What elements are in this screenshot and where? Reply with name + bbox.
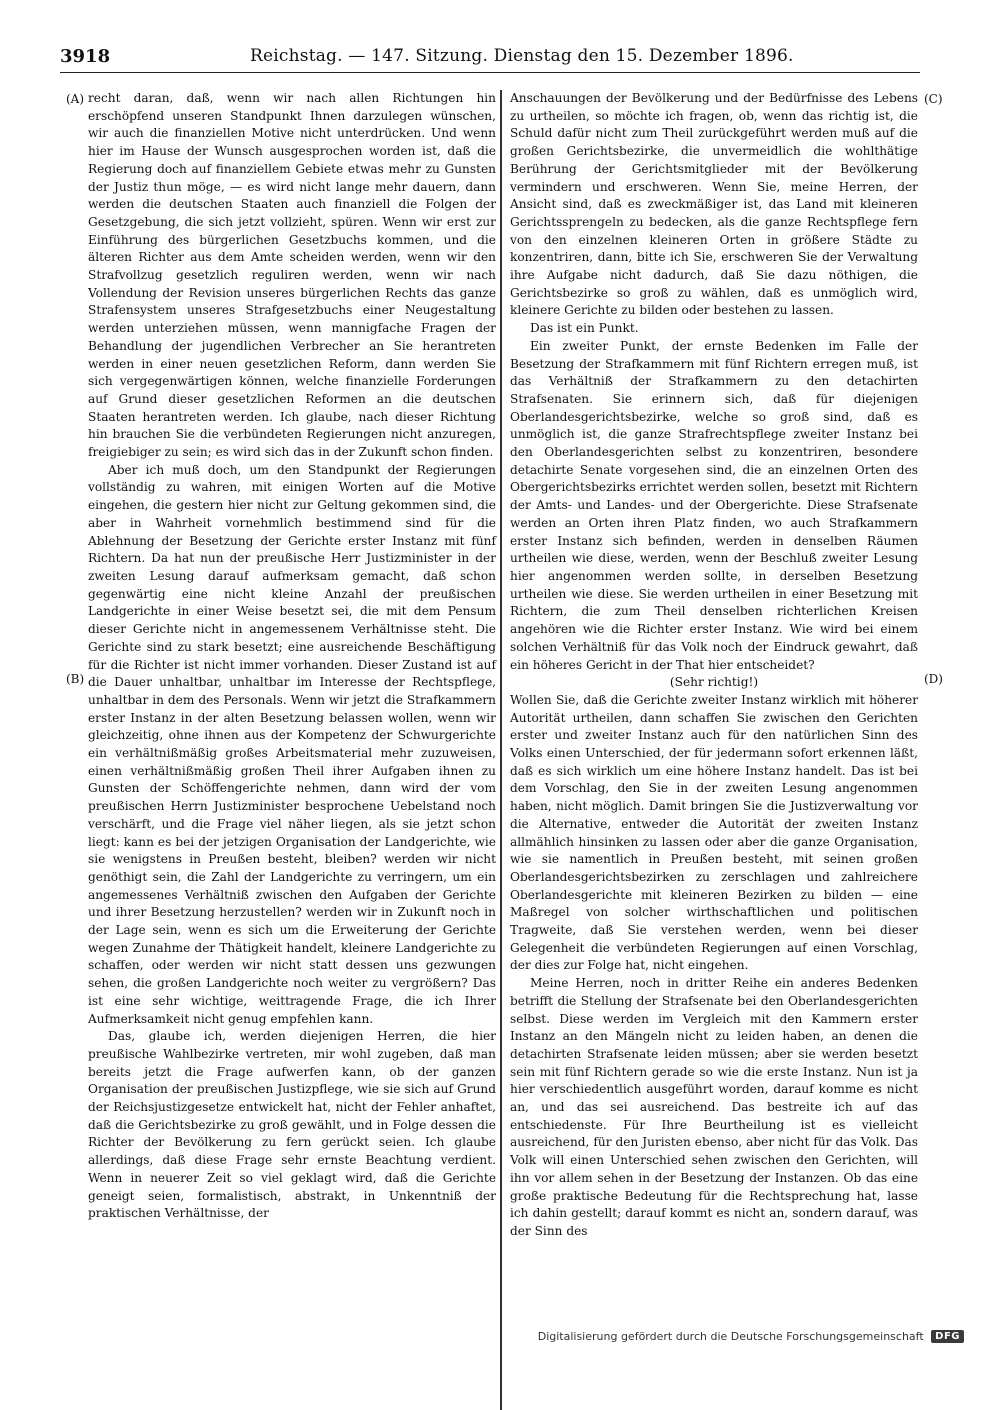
- column-divider: [500, 90, 502, 1410]
- right-column: [510, 90, 918, 1241]
- page-number: 3918: [60, 46, 111, 67]
- credit-text: Digitalisierung gefördert durch die Deutsche Forschungsgemeinschaft: [537, 1329, 924, 1343]
- paragraph: Das, glaube ich, werden diejenigen Herren, die hier preußische Wahlbezirke vertreten, mir wohl zugeben, daß man bereits jetzt die Frage aufwerfen kann, ob der ganzen Organisation der preußischen Justizpflege, wie sie sich auf Grund der Reichsjustizgesetze entwickelt hat, nicht der Fehler anhaftet, daß die Gerichtsbezirke zu groß gewählt, und in Folge dessen die Richter der Bevölkerung zu fern gerückt seien. Ich glaube allerdings, daß diese Frage sehr ernste Beachtung verdient. Wenn in neuerer Zeit so viel geklagt wird, daß die Gerichte geneigt seien, formalistisch, abstrakt, in Unkenntniß der praktischen Verhältnisse, der: [88, 1029, 496, 1221]
- dfg-logo: DFG: [931, 1330, 964, 1343]
- margin-marker-d: (D): [924, 672, 943, 686]
- paragraph: Anschauungen der Bevölkerung und der Bedürfnisse des Lebens zu urtheilen, so möchte ich fragen, ob, wenn das richtig ist, die Schuld dafür nicht zum Theil zurückgeführt werden muß auf die großen Gerichtsbezirke, die unvermeidlich die wohlthätige Berührung der Gerichtsmitglieder mit der Bevölkerung vermindern und erschweren. Wenn Sie, meine Herren, der Ansicht sind, daß es zweckmäßiger ist, das Land mit kleineren Gerichtssprengeln zu bedecken, als die ganze Rechtspflege fern von den einzelnen kleineren Orten in größere Städte zu konzentriren, dann, bitte ich Sie, erschweren Sie der Verwaltung ihre Aufgabe nicht dadurch, daß Sie dazu nöthigen, die Gerichtsbezirke so groß zu wählen, daß es unmöglich wird, kleinere Gerichte zu bilden oder bestehen zu lassen.: [510, 91, 918, 318]
- digitization-credit: [538, 1330, 964, 1344]
- running-head: Reichstag. — 147. Sitzung. Dienstag den 15. Dezember 1896.: [250, 46, 794, 66]
- paragraph: Meine Herren, noch in dritter Reihe ein anderes Bedenken betrifft die Stellung der Strafsenate bei den Oberlandesgerichten selbst. Diese werden im Vergleich mit den Kammern erster Instanz an den Mängeln nicht zu leiden haben, an denen die detachirten Strafsenate leiden müssen; aber sie werden besetzt sein mit fünf Richtern gerade so wie die erste Instanz. Nun ist ja hier verschiedentlich ausgeführt worden, darauf komme es nicht an, und das sei ausreichend. Das bestreite ich auf das entschiedenste. Für Ihre Beurtheilung ist es vielleicht ausreichend, für den Juristen ebenso, aber nicht für das Volk. Das Volk will einen Unterschied sehen zwischen den Gerichten, will ihn vor allem sehen in der Besetzung der Instanzen. Ob das eine große praktische Bedeutung für die Rechtsprechung hat, lasse ich dahin gestellt; darauf kommt es nicht an, sondern darauf, was der Sinn des: [510, 976, 918, 1238]
- margin-marker-b: (B): [66, 672, 85, 686]
- margin-marker-c: (C): [924, 92, 943, 106]
- paragraph: Ein zweiter Punkt, der ernste Bedenken im Falle der Besetzung der Strafkammern mit fünf Richtern erregen muß, ist das Verhältniß der Strafkammern zu den detachirten Strafsenaten. Sie erinnern sich, daß für diejenigen Oberlandesgerichtsbezirke, welche so groß sind, daß es unmöglich ist, die ganze Strafrechtspflege zweiter Instanz bei den Oberlandesgerichten selbst zu konzentriren, besondere detachirte Senate vorgesehen sind, die an einzelnen Orten des Obergerichtsbezirks errichtet werden sollen, besetzt mit Richtern der Amts- und Landes- und der Obergerichte. Diese Strafsenate werden an Orten ihren Platz finden, wo auch Strafkammern erster Instanz sich befinden, werden in denselben Räumen urtheilen wie diese, werden, wenn der Beschluß zweiter Lesung hier angenommen werden sollte, in derselben Besetzung urtheilen wie diese. Sie werden urtheilen in einer Besetzung mit Richtern, die zum Theil denselben richterlichen Kreisen angehören wie die Richter erster Instanz. Wie wird bei einem solchen Verhältniß für das Volk noch der Eindruck gewahrt, daß ein höheres Gericht in der That hier entscheidet?: [510, 338, 918, 672]
- paragraph: Das ist ein Punkt.: [530, 321, 639, 336]
- left-column: [88, 90, 496, 1223]
- paragraph: Wollen Sie, daß die Gerichte zweiter Instanz wirklich mit höherer Autorität urtheilen, dann schaffen Sie zwischen den Gerichten erster und zweiter Instanz auch für den natürlichen Sinn des Volks einen Unterschied, der für jedermann sofort erkennen läßt, daß es sich wirklich um eine höhere Instanz handelt. Das ist bei dem Vorschlag, den Sie in der zweiten Lesung angenommen haben, nicht möglich. Damit bringen Sie die Justizverwaltung vor die Alternative, entweder die Autorität der zweiten Instanz allmählich hinsinken zu lassen oder aber die ganze Organisation, wie sie namentlich in Preußen besteht, mit seinen großen Oberlandesgerichtsbezirken zu zerschlagen und zahlreichere Oberlandesgerichte mit kleineren Bezirken zu bilden — eine Maßregel von solcher wirthschaftlichen und politischen Tragweite, daß Sie verstehen werden, wenn bei dieser Gelegenheit die verbündeten Regierungen auf einen Vorschlag, der dies zur Folge hat, nicht eingehen.: [510, 692, 918, 973]
- margin-marker-a: (A): [66, 92, 85, 106]
- paragraph: recht daran, daß, wenn wir nach allen Richtungen hin erschöpfend unseren Standpunkt Ihnen darzulegen wünschen, wir auch die finanziellen Motive nicht unterdrücken. Und wenn hier im Hause der Wunsch ausgesprochen worden ist, daß die Regierung doch auf finanziellem Gebiete etwas mehr zu Gunsten der Justiz thun möge, — es wird nicht lange mehr dauern, dann werden die deutschen Staaten auch finanziell die Folgen der Gesetzgebung, die sich jetzt vollzieht, spüren. Wenn wir erst zur Einführung des bürgerlichen Gesetzbuchs kommen, und die älteren Richter aus dem Amte scheiden werden, wenn wir den Strafvollzug gesetzlich reguliren werden, wenn wir nach Vollendung der Revision unseres bürgerlichen Rechts das ganze Strafensystem unseres Strafgesetzbuchs einer Neugestaltung werden unterziehen müssen, wenn mannigfache Fragen der Behandlung der jugendlichen Verbrecher an Sie herantreten werden in einer neuen gesetzlichen Reform, dann werden Sie sich vergegenwärtigen können, welche finanzielle Forderungen auf Grund dieser gesetzlichen Reformen an die deutschen Staaten herantreten werden. Ich glaube, nach dieser Richtung hin brauchen Sie die verbündeten Regierungen nicht anzuregen, freigiebiger zu sein; es wird sich das in der Zukunft schon finden.: [88, 91, 496, 460]
- interjection: (Sehr richtig!): [669, 675, 759, 690]
- paragraph: Aber ich muß doch, um den Standpunkt der Regierungen vollständig zu wahren, mit einigen Worten auf die Motive eingehen, die gestern hier nicht zur Geltung gekommen sind, die aber in Wahrheit vornehmlich bestimmend sind für die Ablehnung der Besetzung der Gerichte erster Instanz mit fünf Richtern. Da hat nun der preußische Herr Justizminister in der zweiten Lesung darauf aufmerksam gemacht, daß schon gegenwärtig eine nicht kleine Anzahl der preußischen Landgerichte in einer Weise besetzt sei, die mit dem Pensum dieser Gerichte nicht in angemessenem Verhältnisse steht. Die Gerichte sind zu stark besetzt; eine ausreichende Beschäftigung für die Richter ist nicht immer vorhanden. Dieser Zustand ist auf die Dauer unhaltbar, unhaltbar im Interesse der Rechtspflege, unhaltbar in dem des Personals. Wenn wir jetzt die Strafkammern erster Instanz in der alten Besetzung belassen wollen, wenn wir gleichzeitig, ohne ihnen aus der Kompetenz der Schwurgerichte ein verhältnißmäßig großes Arbeitsmaterial mehr zuzuweisen, einen verhältnißmäßig großen Theil ihrer Aufgaben ihnen zu Gunsten der Schöffengerichte nehmen, dann wird der vom preußischen Herrn Justizminister besprochene Uebelstand noch verschärft, und die Frage viel näher liegen, als sie jetzt schon liegt: kann es bei der jetzigen Organisation der Landgerichte, wie sie wenigstens in Preußen besteht, bleiben? werden wir nicht genöthigt sein, die Zahl der Landgerichte zu verringern, um ein angemessenes Verhältniß zwischen den Aufgaben der Gerichte und ihrer Besetzung herzustellen? werden wir in Zukunft noch in der Lage sein, wenn es sich um die Erweiterung der Gerichte wegen Zunahme der Thätigkeit handelt, kleinere Landgerichte zu schaffen, oder werden wir nicht statt dessen uns gezwungen sehen, die großen Landgerichte noch weiter zu vergrößern? Das ist eine sehr wichtige, weittragende Frage, die ich Ihrer Aufmerksamkeit nicht genug empfehlen kann.: [88, 462, 496, 1026]
- page-header: [60, 44, 920, 73]
